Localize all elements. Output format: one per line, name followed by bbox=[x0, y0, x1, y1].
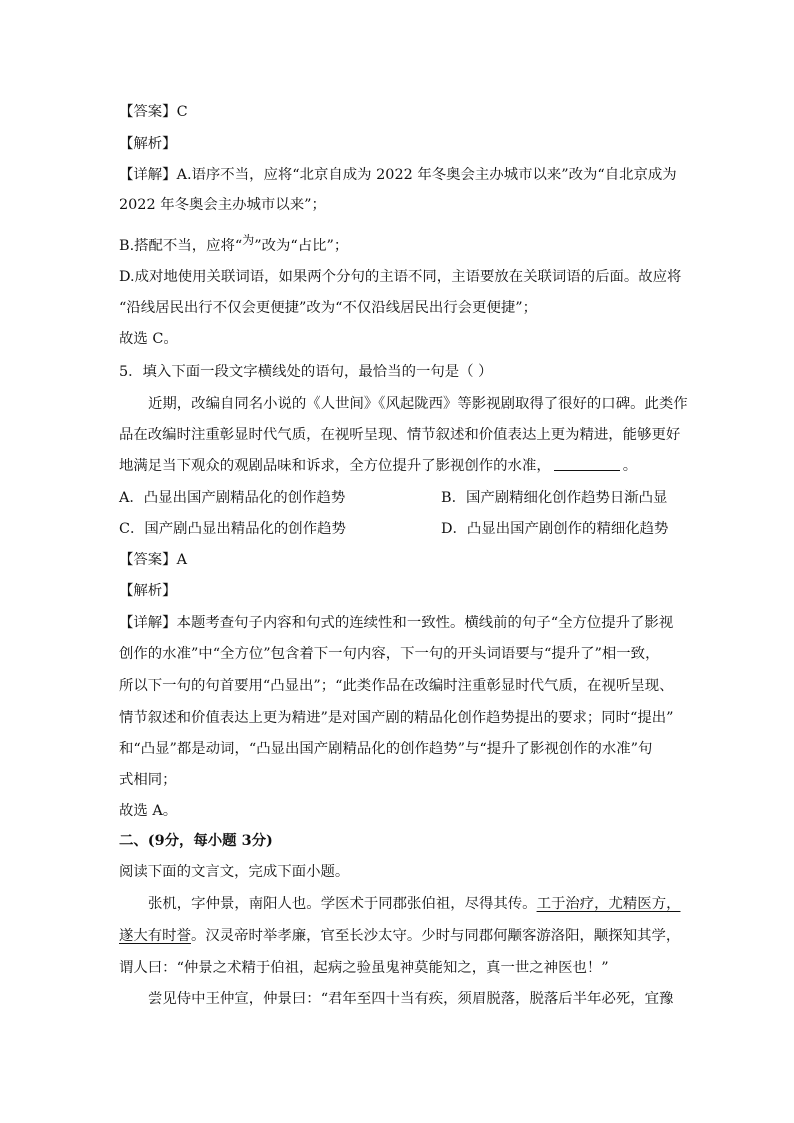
q5-passage-line-2: 品在改编时注重彰显时代气质，在视听呈现、情节叙述和价值表达上更为精进，能够更好 bbox=[119, 427, 681, 443]
classical-text-line-1 bbox=[148, 894, 680, 914]
q5-explanation-line-6: 式相同； bbox=[119, 772, 177, 788]
q5-passage-line-3-end: 。 bbox=[622, 458, 638, 474]
classical-text-line-3: 谓人曰：“仲景之术精于伯祖，起病之验虽鬼神莫能知之，真一世之神医也！” bbox=[119, 960, 609, 976]
q5-analysis-label: 【解析】 bbox=[119, 583, 177, 599]
q5-explanation-line-2: 创作的水准”中“全方位”包含着下一句内容，下一句的开头词语要与“提升了”相一致， bbox=[119, 646, 660, 662]
q4-answer: 【答案】C bbox=[119, 104, 188, 120]
underlined-sentence-part-2: 遂大有时誉 bbox=[119, 928, 191, 944]
q5-explanation-line-4: 情节叙述和价值表达上更为精进”是对国产剧的精品化创作趋势提出的要求；同时“提出” bbox=[119, 710, 674, 726]
q5-option-c: C．国产剧凸显出精品化的创作趋势 bbox=[119, 521, 346, 537]
classical-text-line-1-pre: 张机，字仲景，南阳人也。学医术于同郡张伯祖，尽得其传。 bbox=[148, 896, 537, 912]
q4-choose: 故选 C。 bbox=[119, 331, 178, 347]
q5-passage-line-3 bbox=[119, 456, 637, 476]
q5-stem: 5．填入下面一段文字横线处的语句，最恰当的一句是（ ） bbox=[119, 364, 493, 380]
answer-blank bbox=[554, 456, 620, 471]
q5-explanation-line-5: 和“凸显”都是动词，“凸显出国产剧精品化的创作趋势”与“提升了影视创作的水准”句 bbox=[119, 741, 653, 757]
section-intro: 阅读下面的文言文，完成下面小题。 bbox=[119, 864, 350, 880]
classical-text-line-4: 尝见侍中王仲宣，仲景曰：“君年至四十当有疾，须眉脱落，脱落后半年必死，宜豫 bbox=[148, 991, 674, 1007]
section-heading: 二、(9分，每小题 3分) bbox=[119, 832, 273, 849]
classical-text-line-2 bbox=[119, 926, 680, 946]
q5-option-a: A．凸显出国产剧精品化的创作趋势 bbox=[119, 490, 346, 506]
q4-analysis-label: 【解析】 bbox=[119, 136, 177, 152]
q5-passage-line-1: 近期，改编自同名小说的《人世间》《风起陇西》等影视剧取得了很好的口碑。此类作 bbox=[148, 396, 688, 412]
q5-passage-line-3-text: 地满足当下观众的观剧品味和诉求，全方位提升了影视创作的水准， bbox=[119, 458, 551, 474]
q5-choose: 故选 A。 bbox=[119, 803, 178, 819]
q5-option-d: D．凸显出国产剧创作的精细化趋势 bbox=[441, 521, 669, 537]
q5-explanation-line-3: 所以下一句的句首要用“凸显出”；“此类作品在改编时注重彰显时代气质，在视听呈现、 bbox=[119, 678, 674, 694]
q4-option-b-explanation bbox=[119, 233, 349, 256]
q4-detail-line-2: 2022 年冬奥会主办城市以来”； bbox=[119, 197, 326, 213]
q4-detail-line-1: 【详解】A.语序不当，应将“北京自成为 2022 年冬奥会主办城市以来”改为“自北京成为 bbox=[119, 167, 677, 183]
q5-answer: 【答案】A bbox=[119, 552, 187, 568]
q4-option-d-line-2: “沿线居民出行不仅会更便捷”改为“不仅沿线居民出行会更便捷”； bbox=[119, 300, 537, 316]
q4-b-pre: B.搭配不当，应将“ bbox=[119, 238, 243, 254]
q5-explanation-line-1: 【详解】本题考查句子内容和句式的连续性和一致性。横线前的句子“全方位提升了影视 bbox=[119, 615, 674, 631]
q4-option-d-line-1: D.成对地使用关联词语，如果两个分句的主语不同，主语要放在关联词语的后面。故应将 bbox=[119, 269, 682, 285]
classical-text-line-2-post: 。汉灵帝时举孝廉，官至长沙太守。少时与同郡何颙客游洛阳，颙探知其学， bbox=[190, 928, 681, 944]
underlined-sentence-part-1: 工于治疗，尤精医方， bbox=[536, 896, 681, 912]
q4-b-post: ”改为“占比”； bbox=[254, 238, 349, 254]
q5-option-b: B．国产剧精细化创作趋势日渐凸显 bbox=[441, 490, 668, 506]
q4-b-word: 为 bbox=[242, 233, 255, 247]
